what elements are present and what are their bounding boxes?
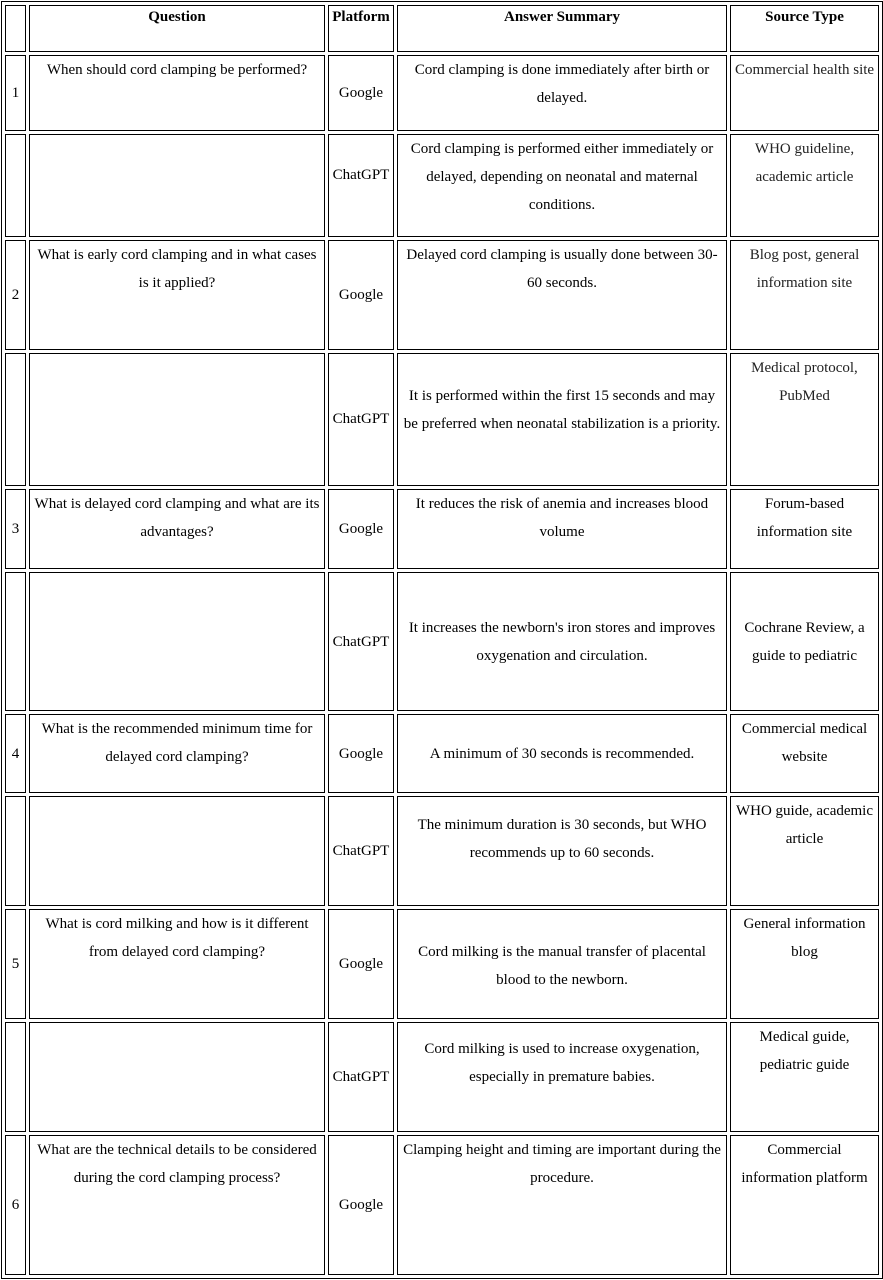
platform-cell: Google (328, 1135, 394, 1275)
table-row (5, 489, 879, 569)
question-cell (29, 572, 325, 711)
question-cell (29, 1022, 325, 1132)
table-row (5, 240, 879, 350)
platform-cell: Google (328, 714, 394, 793)
answer-cell: The minimum duration is 30 seconds, but WHO recommends up to 60 seconds. (397, 796, 727, 906)
row-number (5, 572, 26, 711)
row-number (5, 134, 26, 237)
question-cell (29, 134, 325, 237)
question-cell: What is delayed cord clamping and what are its advantages? (29, 489, 325, 569)
answer-cell: It reduces the risk of anemia and increases blood volume (397, 489, 727, 569)
row-number: 1 (5, 55, 26, 131)
comparison-table (1, 1, 883, 1279)
platform-cell: ChatGPT (328, 572, 394, 711)
header-answer: Answer Summary (397, 5, 727, 52)
table-row (5, 796, 879, 906)
source-cell: Medical protocol, PubMed (730, 353, 879, 486)
table-row (5, 134, 879, 237)
platform-cell: Google (328, 55, 394, 131)
platform-cell: ChatGPT (328, 353, 394, 486)
source-cell: Commercial information platform (730, 1135, 879, 1275)
row-number: 5 (5, 909, 26, 1019)
table-row (5, 572, 879, 711)
row-number (5, 1022, 26, 1132)
header-num (5, 5, 26, 52)
platform-cell: ChatGPT (328, 134, 394, 237)
source-cell: Cochrane Review, a guide to pediatric (730, 572, 879, 711)
table-row (5, 909, 879, 1019)
answer-cell: Delayed cord clamping is usually done between 30-60 seconds. (397, 240, 727, 350)
question-cell: What are the technical details to be considered during the cord clamping process? (29, 1135, 325, 1275)
header-platform: Platform (328, 5, 394, 52)
header-row (5, 5, 879, 52)
table-row (5, 55, 879, 131)
row-number (5, 353, 26, 486)
row-number: 3 (5, 489, 26, 569)
row-number: 4 (5, 714, 26, 793)
row-number (5, 796, 26, 906)
platform-cell: Google (328, 489, 394, 569)
table-row (5, 1022, 879, 1132)
platform-cell: Google (328, 909, 394, 1019)
platform-cell: Google (328, 240, 394, 350)
row-number: 2 (5, 240, 26, 350)
answer-cell: Cord clamping is done immediately after birth or delayed. (397, 55, 727, 131)
platform-cell: ChatGPT (328, 1022, 394, 1132)
source-cell: Commercial health site (730, 55, 879, 131)
source-cell: WHO guideline, academic article (730, 134, 879, 237)
answer-cell: Clamping height and timing are important during the procedure. (397, 1135, 727, 1275)
answer-cell: Cord milking is the manual transfer of placental blood to the newborn. (397, 909, 727, 1019)
header-question: Question (29, 5, 325, 52)
answer-cell: It is performed within the first 15 seconds and may be preferred when neonatal stabilization is a priority. (397, 353, 727, 486)
source-cell: Forum-based information site (730, 489, 879, 569)
row-number: 6 (5, 1135, 26, 1275)
question-cell: When should cord clamping be performed? (29, 55, 325, 131)
table-row (5, 714, 879, 793)
question-cell: What is the recommended minimum time for delayed cord clamping? (29, 714, 325, 793)
answer-cell: Cord milking is used to increase oxygenation, especially in premature babies. (397, 1022, 727, 1132)
answer-cell: Cord clamping is performed either immediately or delayed, depending on neonatal and maternal conditions. (397, 134, 727, 237)
platform-cell: ChatGPT (328, 796, 394, 906)
answer-cell: It increases the newborn's iron stores and improves oxygenation and circulation. (397, 572, 727, 711)
header-source: Source Type (730, 5, 879, 52)
table-row (5, 1135, 879, 1275)
question-cell: What is cord milking and how is it different from delayed cord clamping? (29, 909, 325, 1019)
question-cell: What is early cord clamping and in what cases is it applied? (29, 240, 325, 350)
source-cell: Commercial medical website (730, 714, 879, 793)
source-cell: General information blog (730, 909, 879, 1019)
answer-cell: A minimum of 30 seconds is recommended. (397, 714, 727, 793)
source-cell: WHO guide, academic article (730, 796, 879, 906)
source-cell: Medical guide, pediatric guide (730, 1022, 879, 1132)
question-cell (29, 796, 325, 906)
source-cell: Blog post, general information site (730, 240, 879, 350)
table-row (5, 353, 879, 486)
question-cell (29, 353, 325, 486)
